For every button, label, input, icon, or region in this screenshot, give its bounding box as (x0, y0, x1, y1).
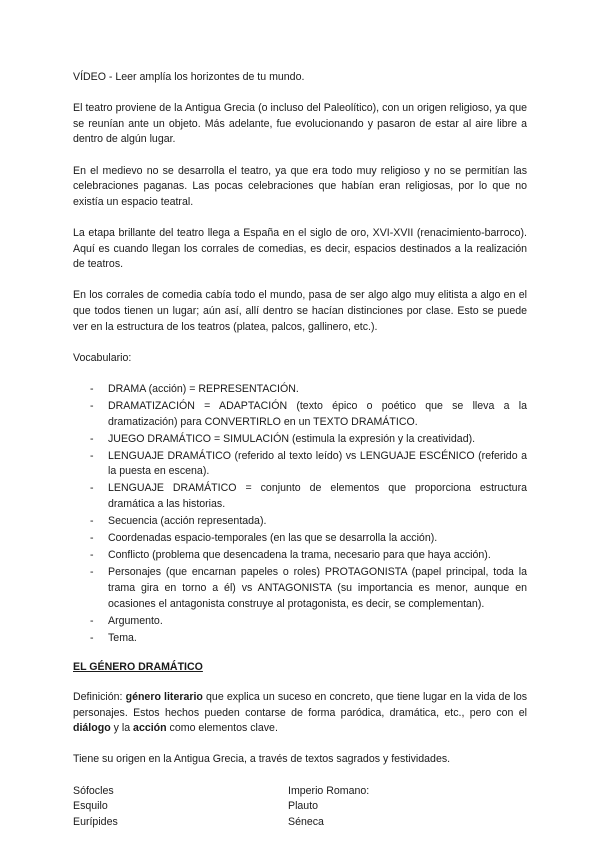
greek-authors (73, 784, 288, 831)
paragraph-origins: El teatro proviene de la Antigua Grecia (o incluso del Paleolítico), con un origen religioso, ya que se reunían ante un objeto. Más adelante, fue evolucionando y pasaron de estar al aire libre a dentro de algún lugar. (73, 102, 527, 146)
author-name: Esquilo (73, 800, 108, 813)
origin-sentence: Tiene su origen en la Antigua Grecia, a través de textos sagrados y festividades. (73, 753, 451, 766)
vocab-item: - Conflicto (problema que desencadena la trama, necesario para que haya acción). (73, 548, 527, 564)
term-genero-literario: género literario (125, 690, 203, 703)
definition-paragraph: Definición: género literario que explica un suceso en concreto, que tiene lugar en la vida de los personajes. Estos hechos pueden contarse de forma paródica, dramática, etc., pero con el diálogo y la acción como elementos clave. (73, 690, 528, 735)
bullet-dash: - (90, 631, 94, 644)
bullet-dash: - (90, 515, 94, 528)
author-name: Sófocles (73, 784, 114, 797)
bullet-dash: - (90, 566, 94, 579)
vocab-item: - JUEGO DRAMÁTICO = SIMULACIÓN (estimula la expresión y la creatividad). (73, 432, 527, 448)
vocab-item: - LENGUAJE DRAMÁTICO = conjunto de elementos que proporciona estructura dramática a las historias. (90, 482, 527, 511)
author-name: Séneca (288, 815, 324, 828)
term-dialogo: diálogo (73, 722, 111, 735)
author-name: Plauto (288, 800, 319, 813)
bullet-dash: - (90, 449, 94, 462)
vocab-item: - Argumento. (73, 614, 527, 630)
author-name: Eurípides (73, 815, 118, 828)
section-heading: EL GÉNERO DRAMÁTICO (73, 661, 203, 674)
bullet-dash: - (90, 399, 94, 412)
vocab-item: - DRAMA (acción) = REPRESENTACIÓN. (73, 382, 527, 398)
paragraph-corrales: En los corrales de comedia cabía todo el mundo, pasa de ser algo algo muy elitista a algo en el que todos tienen un lugar; aún así, allí dentro se hacían distinciones por clase. Esto se puede ver en la estructura de los teatros (platea, palcos, gallinero, etc.). (73, 289, 527, 333)
document-page (73, 70, 527, 830)
vocab-item: - Tema. (73, 631, 527, 647)
vocab-item: - Coordenadas espacio-temporales (en las que se desarrolla la acción). (73, 531, 527, 547)
vocab-item: - Secuencia (acción representada). (73, 514, 527, 530)
authors-columns (73, 784, 527, 831)
vocab-item: - DRAMATIZACIÓN = ADAPTACIÓN (texto épico o poético que se lleva a la dramatización) para CONVERTIRLO en un TEXTO DRAMÁTICO. (90, 399, 527, 428)
term-accion: acción (133, 722, 167, 735)
bullet-dash: - (90, 482, 94, 495)
video-note: VÍDEO - Leer amplía los horizontes de tu mundo. (73, 71, 305, 83)
vocab-item: - Personajes (que encarnan papeles o roles) PROTAGONISTA (papel principal, toda la trama gira en torno a él) vs ANTAGONISTA (su importancia es menor, aunque en ocasiones el antagonista construye al protagonista, es decir, se complementan). (90, 566, 527, 610)
vocab-item: - LENGUAJE DRAMÁTICO (referido al texto leído) vs LENGUAJE ESCÉNICO (referido a la puesta en escena). (90, 449, 527, 478)
vocabulary-label: Vocabulario: (73, 351, 132, 364)
bullet-dash: - (90, 432, 94, 445)
vocabulary-list (73, 382, 527, 647)
bullet-dash: - (90, 614, 94, 627)
bullet-dash: - (90, 382, 94, 395)
roman-label: Imperio Romano: (288, 784, 370, 797)
bullet-dash: - (90, 532, 94, 545)
bullet-dash: - (90, 549, 94, 562)
roman-authors (288, 784, 527, 831)
paragraph-medieval: En el medievo no se desarrolla el teatro, ya que era todo muy religioso y no se permitían las celebraciones paganas. Las pocas celebraciones que habían eran religiosas, por lo que no existía un espacio teatral. (73, 164, 527, 208)
paragraph-golden-age: La etapa brillante del teatro llega a España en el siglo de oro, XVI-XVII (renacimiento-barroco). Aquí es cuando llegan los corrales de comedias, es decir, espacios destinados a la realización de teatros. (73, 226, 527, 271)
